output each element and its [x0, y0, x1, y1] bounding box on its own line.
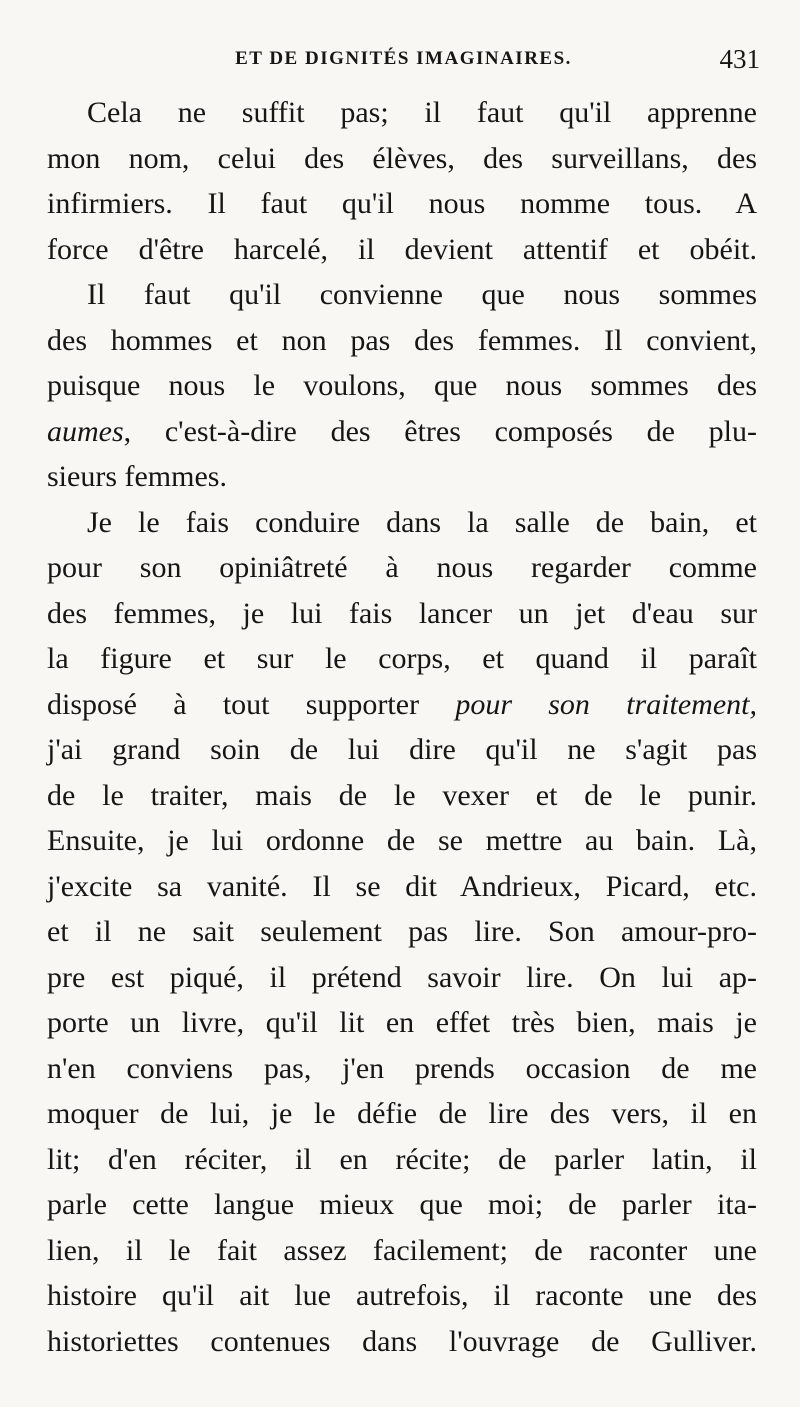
text-line: j'ai grand soin de lui dire qu'il ne s'agit pas	[47, 733, 757, 766]
text-segment: , c'est-à-dire des êtres composés de plu-	[123, 414, 757, 448]
text-line: pre est piqué, il prétend savoir lire. On lui ap-	[47, 960, 757, 994]
text-line: force d'être harcelé, il devient attentif et obéit.	[47, 232, 757, 266]
text-line	[47, 682, 757, 728]
text-line: lien, il le fait assez facilement; de raconter une	[47, 1233, 757, 1267]
page-number: 431	[719, 44, 760, 74]
page-header	[47, 44, 760, 84]
text-line: puisque nous le voulons, que nous sommes des	[47, 369, 757, 402]
text-line	[47, 409, 757, 455]
text-line: des femmes, je lui fais lancer un jet d'eau sur	[47, 596, 757, 630]
text-line: parle cette langue mieux que moi; de parler ita-	[47, 1188, 757, 1221]
text-line: Cela ne suffit pas; il faut qu'il apprenne	[87, 96, 757, 129]
italic-phrase: pour son traitement,	[455, 687, 757, 721]
running-head: ET DE DIGNITÉS IMAGINAIRES.	[235, 48, 572, 69]
text-line: sieurs femmes.	[47, 460, 227, 493]
text-line: infirmiers. Il faut qu'il nous nomme tous. A	[47, 187, 757, 220]
text-line: mon nom, celui des élèves, des surveillans, des	[47, 141, 757, 175]
text-segment: disposé à tout supporter	[47, 687, 420, 721]
text-line: des hommes et non pas des femmes. Il convient,	[47, 323, 757, 357]
text-line: porte un livre, qu'il lit en effet très bien, mais je	[47, 1006, 757, 1039]
text-line: n'en conviens pas, j'en prends occasion de me	[47, 1051, 757, 1085]
text-line: et il ne sait seulement pas lire. Son amour-pro-	[47, 915, 757, 948]
italic-word: aumes	[47, 414, 124, 448]
text-line: moquer de lui, je le défie de lire des vers, il en	[47, 1097, 757, 1130]
text-line: Je le fais conduire dans la salle de bain, et	[87, 505, 757, 539]
text-line: lit; d'en réciter, il en récite; de parler latin, il	[47, 1142, 757, 1176]
text-line: de le traiter, mais de le vexer et de le punir.	[47, 778, 757, 812]
text-line: Il faut qu'il convienne que nous sommes	[87, 278, 757, 311]
text-line: historiettes contenues dans l'ouvrage de Gulliver.	[47, 1324, 757, 1358]
text-line: histoire qu'il ait lue autrefois, il raconte une des	[47, 1279, 757, 1312]
text-line: j'excite sa vanité. Il se dit Andrieux, Picard, etc.	[47, 869, 757, 903]
text-line: pour son opiniâtreté à nous regarder comme	[47, 551, 757, 584]
text-line: Ensuite, je lui ordonne de se mettre au bain. Là,	[47, 824, 757, 857]
text-line: la figure et sur le corps, et quand il paraît	[47, 642, 757, 675]
body-text	[47, 90, 757, 1364]
